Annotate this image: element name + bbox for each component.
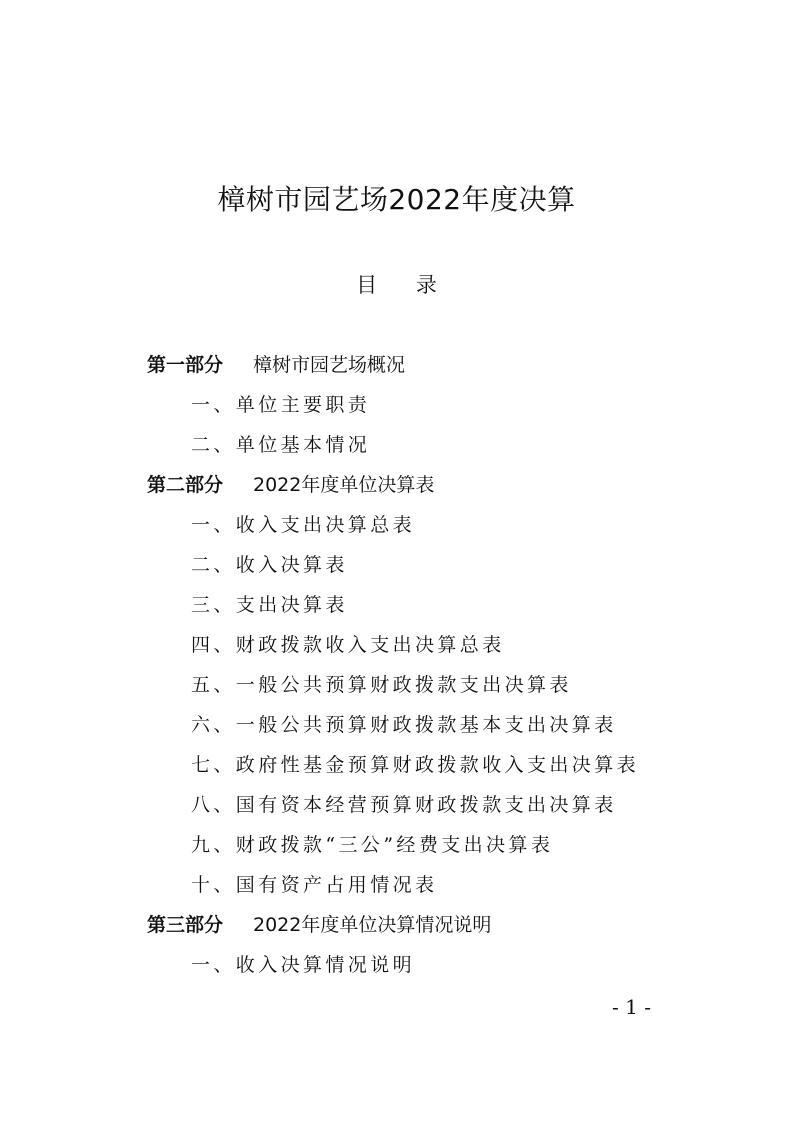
toc-part-2 <box>147 470 434 500</box>
page-number: - 1 - <box>612 995 651 1019</box>
toc-item: 九、财政拨款“三公”经费支出决算表 <box>191 834 554 856</box>
toc-part-3 <box>147 910 491 940</box>
toc-part-name: 樟树市园艺场概况 <box>253 354 406 376</box>
toc-item: 一、收入决算情况说明 <box>191 954 416 976</box>
toc-item: 八、国有资本经营预算财政拨款支出决算表 <box>191 794 617 816</box>
toc-part-name: 2022年度单位决算表 <box>253 474 435 496</box>
toc-item: 二、收入决算表 <box>191 554 348 576</box>
toc-part-name: 2022年度单位决算情况说明 <box>253 914 492 936</box>
toc-item: 五、一般公共预算财政拨款支出决算表 <box>191 674 572 696</box>
toc-part-1 <box>147 350 405 380</box>
toc-item: 一、收入支出决算总表 <box>191 514 416 536</box>
toc-item: 六、一般公共预算财政拨款基本支出决算表 <box>191 714 617 736</box>
toc-item: 十、国有资产占用情况表 <box>191 874 438 896</box>
toc-item: 四、财政拨款收入支出决算总表 <box>191 634 505 656</box>
toc-part-label: 第三部分 <box>147 914 224 936</box>
toc-item: 七、政府性基金预算财政拨款收入支出决算表 <box>191 754 640 776</box>
toc-part-label: 第二部分 <box>147 474 224 496</box>
toc-heading: 目 录 <box>356 273 453 297</box>
toc-part-label: 第一部分 <box>147 354 224 376</box>
toc-item: 一、单位主要职责 <box>191 394 371 416</box>
toc-item: 三、支出决算表 <box>191 594 348 616</box>
document-title: 樟树市园艺场2022年度决算 <box>217 183 576 216</box>
toc-item: 二、单位基本情况 <box>191 434 371 456</box>
